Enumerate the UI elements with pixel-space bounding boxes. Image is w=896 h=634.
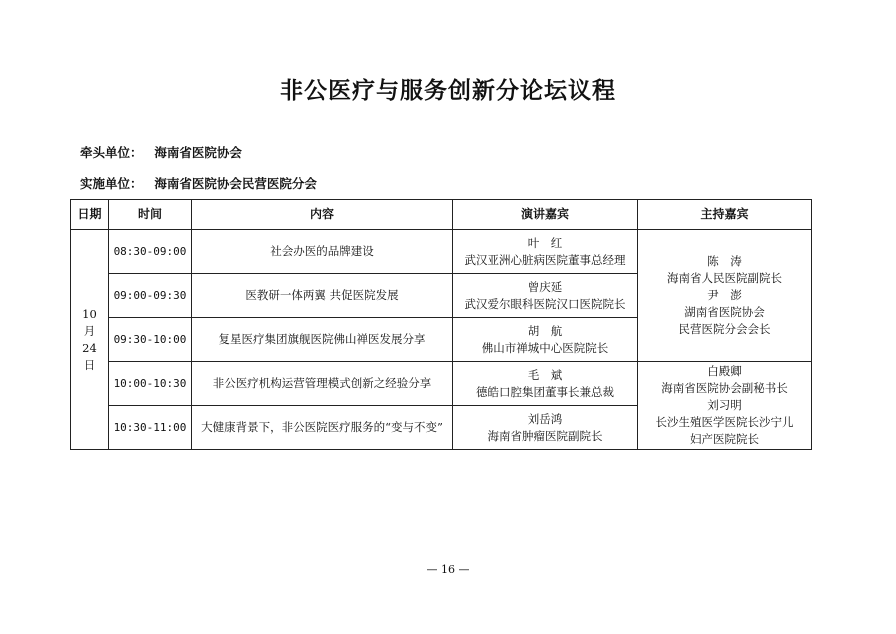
speaker-name: 胡 航 (527, 323, 563, 338)
speaker-cell (453, 274, 638, 318)
speaker-cell (453, 406, 638, 450)
agenda-table (70, 199, 812, 450)
host-cell (638, 362, 812, 450)
header-time: 时间 (109, 200, 192, 230)
date-day-char: 日 (83, 357, 96, 372)
lead-unit-value: 海南省医院协会 (154, 145, 242, 160)
speaker-cell (453, 318, 638, 362)
host-cell (638, 230, 812, 362)
header-date: 日期 (71, 200, 109, 230)
time-cell: 08:30-09:00 (109, 230, 192, 274)
host-line: 陈 涛 (707, 254, 742, 268)
lead-unit (80, 143, 242, 161)
host-line: 湖南省医院协会 (684, 305, 765, 319)
date-cell (71, 230, 109, 450)
time-cell: 09:30-10:00 (109, 318, 192, 362)
host-line: 妇产医院院长 (690, 432, 759, 446)
speaker-title: 海南省肿瘤医院副院长 (487, 428, 603, 443)
header-host: 主持嘉宾 (638, 200, 812, 230)
host-line: 长沙生殖医学医院长沙宁儿 (655, 415, 794, 429)
implementation-unit-value: 海南省医院协会民营医院分会 (154, 176, 317, 191)
speaker-cell (453, 230, 638, 274)
content-cell: 社会办医的品牌建设 (192, 230, 453, 274)
host-line: 海南省人民医院副院长 (667, 271, 782, 285)
speaker-title: 武汉亚洲心脏病医院董事总经理 (464, 252, 626, 267)
lead-unit-label: 牵头单位： (80, 145, 143, 160)
time-cell: 09:00-09:30 (109, 274, 192, 318)
time-cell: 10:30-11:00 (109, 406, 192, 450)
content-cell: 医教研一体两翼 共促医院发展 (192, 274, 453, 318)
host-line: 民营医院分会会长 (678, 322, 771, 336)
page-title: 非公医疗与服务创新分论坛议程 (280, 77, 616, 104)
header-speaker: 演讲嘉宾 (453, 200, 638, 230)
page-number: — 16 — (426, 563, 470, 576)
speaker-title: 德皓口腔集团董事长兼总裁 (476, 384, 614, 399)
time-cell: 10:00-10:30 (109, 362, 192, 406)
date-day-number: 24 (82, 340, 97, 355)
date-month-number: 10 (82, 306, 97, 321)
content-cell: 复星医疗集团旗舰医院佛山禅医发展分享 (192, 318, 453, 362)
speaker-name: 毛 斌 (527, 367, 563, 382)
host-line: 刘习明 (707, 398, 742, 412)
header-content: 内容 (192, 200, 453, 230)
host-line: 海南省医院协会副秘书长 (661, 381, 788, 395)
date-month-char: 月 (83, 323, 96, 338)
content-cell: 非公医疗机构运营管理模式创新之经验分享 (192, 362, 453, 406)
speaker-title: 佛山市禅城中心医院院长 (481, 340, 609, 355)
speaker-title: 武汉爱尔眼科医院汉口医院院长 (464, 296, 626, 311)
host-line: 白殿卿 (707, 364, 742, 378)
implementation-unit (80, 174, 317, 192)
content-cell: 大健康背景下，非公医院医疗服务的“变与不变” (192, 406, 453, 450)
host-line: 尹 澎 (707, 288, 742, 302)
table-row (71, 230, 812, 274)
speaker-name: 曾庆延 (527, 279, 563, 294)
implementation-unit-label: 实施单位： (80, 176, 143, 191)
speaker-name: 刘岳鸿 (527, 411, 563, 426)
table-row (71, 362, 812, 406)
table-header-row (71, 200, 812, 230)
speaker-name: 叶 红 (527, 235, 563, 250)
speaker-cell (453, 362, 638, 406)
